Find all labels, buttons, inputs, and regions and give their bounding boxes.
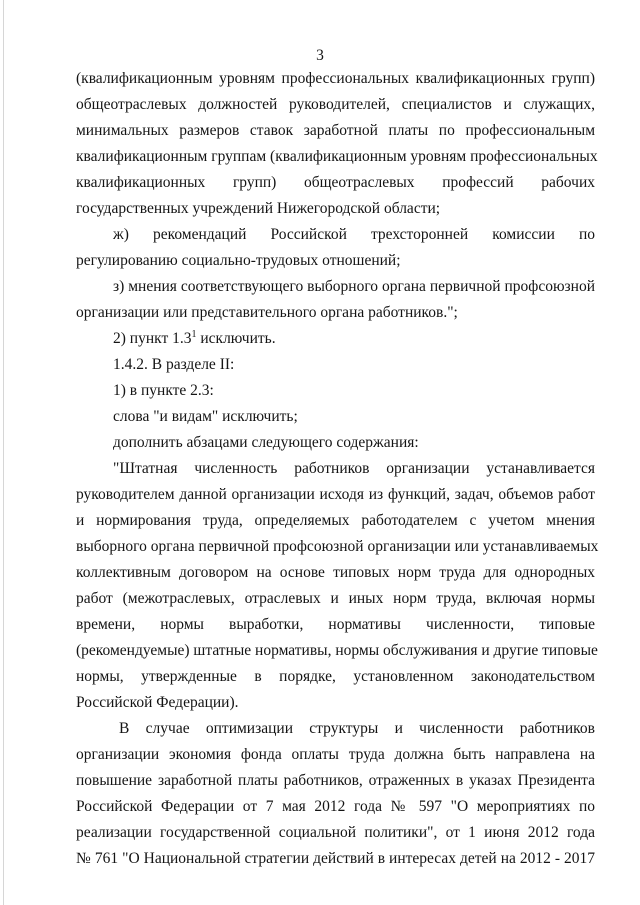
text-line: государственных учреждений Нижегородской области; xyxy=(76,200,441,217)
text-line: выборного органа первичной профсоюзной организации или устанавливаемых xyxy=(76,538,599,555)
text-line: организации экономия фонда оплаты труда должна быть направлена на xyxy=(76,746,595,763)
text-line: (квалификационным уровням профессиональных квалификационных групп) xyxy=(76,70,595,87)
text-line: коллективным договором на основе типовых норм труда для однородных xyxy=(76,564,595,581)
text-line: 1) в пункте 2.3: xyxy=(113,382,214,399)
text-line: дополнить абзацами следующего содержания: xyxy=(113,434,419,451)
text-line: реализации государственной социальной политики", от 1 июня 2012 года xyxy=(76,824,595,841)
text-line: и нормирования труда, определяемых работодателем с учетом мнения xyxy=(76,512,595,529)
page-edge xyxy=(3,0,4,905)
text-line: слова "и видам" исключить; xyxy=(113,408,298,425)
text-line: квалификационным группам (квалификационным уровням профессиональных xyxy=(76,148,598,165)
text-line: руководителем данной организации исходя из функций, задач, объемов работ xyxy=(76,486,595,503)
text-line: Российской Федерации). xyxy=(76,694,239,711)
text-line: Российской Федерации от 7 мая 2012 года № 597 "О мероприятиях по xyxy=(76,798,595,815)
text-line: № 761 "О Национальной стратегии действий в интересах детей на 2012 - 2017 xyxy=(76,850,595,867)
text-line: общеотраслевых должностей руководителей, специалистов и служащих, xyxy=(76,96,595,113)
text-line: работ (межотраслевых, отраслевых и иных норм труда, включая нормы xyxy=(76,590,595,607)
clause-action: исключить. xyxy=(200,330,276,347)
text-line: организации или представительного органа работников."; xyxy=(76,304,458,321)
text-line: квалификационных групп) общеотраслевых профессий рабочих xyxy=(76,174,595,191)
superscript: 1 xyxy=(191,328,197,340)
text-line: нормы, утвержденные в порядке, установленном законодательством xyxy=(76,668,595,685)
page-number: 3 xyxy=(316,47,324,64)
clause-ref: 2) пункт 1.3 xyxy=(113,330,192,347)
text-line xyxy=(113,328,595,350)
text-line: времени, нормы выработки, нормативы численности, типовые xyxy=(76,616,595,633)
text-line: (рекомендуемые) штатные нормативы, нормы обслуживания и другие типовые xyxy=(76,642,598,659)
text-line: минимальных размеров ставок заработной платы по профессиональным xyxy=(76,122,595,139)
text-line: ж) рекомендаций Российской трехсторонней комиссии по xyxy=(113,226,595,243)
text-line: повышение заработной платы работников, отраженных в указах Президента xyxy=(76,772,595,789)
text-line: В случае оптимизации структуры и численности работников xyxy=(119,720,595,737)
text-line: регулированию социально-трудовых отношений; xyxy=(76,252,401,269)
text-line: 1.4.2. В разделе II: xyxy=(113,356,235,373)
text-line: "Штатная численность работников организации устанавливается xyxy=(113,460,595,477)
text-line: з) мнения соответствующего выборного органа первичной профсоюзной xyxy=(113,278,595,295)
